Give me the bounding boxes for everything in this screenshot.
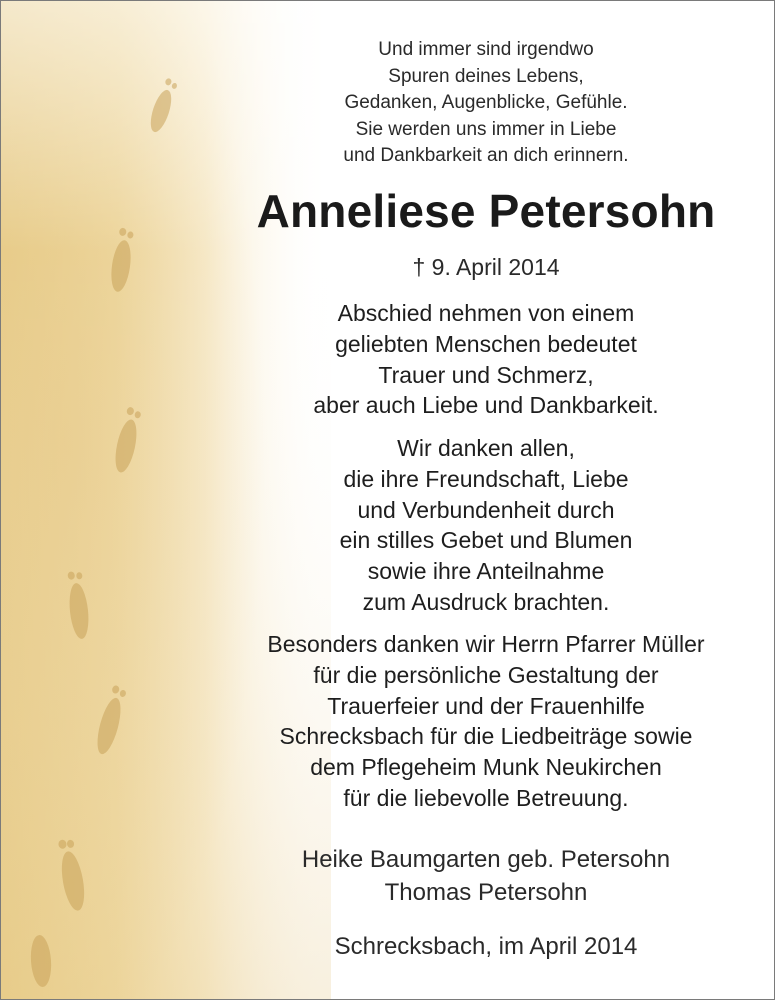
special-thanks-paragraph — [196, 629, 775, 814]
thanks-paragraph — [196, 433, 775, 618]
death-date: † 9. April 2014 — [412, 254, 560, 280]
paragraph-line: Abschied nehmen von einem — [337, 300, 635, 326]
poem-line: Gedanken, Augenblicke, Gefühle. — [344, 92, 628, 113]
paragraph-line: sowie ihre Anteilnahme — [367, 558, 605, 585]
paragraph-line: ein stilles Gebet und Blumen — [339, 527, 633, 554]
memorial-poem — [281, 37, 691, 170]
poem-line: Sie werden uns immer in Liebe — [355, 118, 617, 140]
paragraph-line: aber auch Liebe und Dankbarkeit. — [313, 392, 659, 419]
poem-line: Und immer sind irgendwo — [378, 39, 594, 60]
farewell-paragraph — [196, 298, 775, 421]
signatories — [221, 843, 751, 909]
paragraph-line: für die liebevolle Betreuung. — [343, 784, 629, 811]
paragraph-line: Trauerfeier und der Frauenhilfe — [327, 692, 645, 719]
deceased-name: Anneliese Petersohn — [256, 185, 716, 237]
paragraph-line: Besonders danken wir Herrn Pfarrer Müller — [267, 631, 705, 657]
paragraph-line: die ihre Freundschaft, Liebe — [343, 465, 629, 492]
paragraph-line: dem Pflegeheim Munk Neukirchen — [310, 754, 662, 781]
place-and-date: Schrecksbach, im April 2014 — [334, 933, 638, 960]
notice-text-block — [1, 1, 775, 1000]
poem-line: Spuren deines Lebens, — [388, 65, 584, 87]
paragraph-line: geliebten Menschen bedeutet — [335, 330, 637, 357]
paragraph-line: für die persönliche Gestaltung der — [313, 661, 659, 688]
paragraph-line: Wir danken allen, — [397, 435, 575, 461]
poem-line: und Dankbarkeit an dich erinnern. — [343, 145, 629, 166]
paragraph-line: Schrecksbach für die Liedbeiträge sowie — [279, 723, 693, 750]
paragraph-line: zum Ausdruck brachten. — [362, 588, 610, 615]
signatory-name: Thomas Petersohn — [384, 879, 588, 906]
signatory-name: Heike Baumgarten geb. Petersohn — [301, 846, 671, 873]
paragraph-line: Trauer und Schmerz, — [378, 361, 594, 388]
paragraph-line: und Verbundenheit durch — [357, 496, 615, 523]
